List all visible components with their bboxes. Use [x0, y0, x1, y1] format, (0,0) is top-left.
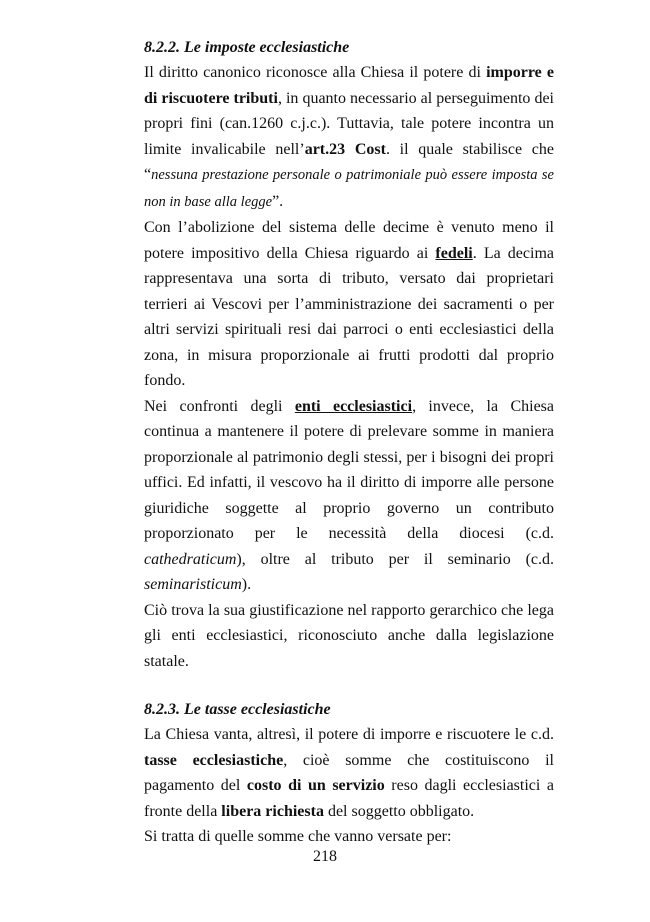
bold-term: imporre e di riscuotere tributi	[144, 64, 554, 107]
italic-quote: nessuna prestazione personale o patrimoniale può essere imposta se non in base alla legge	[144, 167, 554, 210]
page-number: 218	[313, 848, 337, 865]
bold-term: libera richiesta	[221, 802, 324, 820]
italic-term: cathedraticum	[144, 550, 237, 568]
paragraph	[144, 722, 554, 824]
text-run: Il diritto canonico riconosce alla Chiesa il potere di	[144, 64, 487, 81]
text-run: . La decima rappresentava una sorta di tributo, versato dai proprietari terrieri ai Vescovi per l’amministrazione dei sacramenti o per altri servizi spirituali resi dai parroci o enti ecclesiastici della zona, in misura proporzionale ai frutti prodotti dal proprio fondo.	[144, 244, 554, 389]
text-run: ).	[241, 576, 252, 593]
text-run: ”.	[272, 192, 284, 210]
text-run: reso dagli ecclesiastici a fronte della	[144, 777, 555, 820]
paragraph	[144, 60, 554, 215]
text-run: del soggetto obbligato.	[323, 802, 475, 820]
bold-term: costo di un servizio	[246, 777, 385, 794]
section-heading-tasse: 8.2.3. Le tasse ecclesiastiche	[144, 701, 331, 718]
text-run: Nei confronti degli	[144, 397, 295, 415]
paragraph: Si tratta di quelle somme che vanno versate per:	[144, 828, 452, 845]
paragraph	[144, 215, 554, 394]
text-run: La Chiesa vanta, altresì, il potere di imporre e riscuotere le c.d.	[144, 726, 554, 743]
bold-underlined-term: fedeli	[435, 244, 473, 262]
text-run: Con l’abolizione del sistema delle decime è venuto meno il potere impositivo della Chiesa riguardo ai	[144, 219, 554, 262]
bold-underlined-term: enti ecclesiastici	[294, 397, 413, 415]
text-run: , cioè somme che costituiscono il pagamento del	[144, 751, 554, 794]
bold-term: art.23 Cost	[304, 140, 386, 158]
italic-term: seminaristicum	[144, 576, 242, 593]
document-page	[144, 36, 554, 850]
text-run: , invece, la Chiesa continua a mantenere il potere di prelevare somme in maniera proporzionale al patrimonio degli stessi, per i bisogni dei propri uffici. Ed infatti, il vescovo ha il diritto di imporre alle persone giuridiche soggette al proprio governo un contributo proporzionato per le necessità della diocesi (c.d.	[144, 397, 555, 542]
section-heading-imposte: 8.2.2. Le imposte ecclesiastiche	[144, 39, 350, 56]
text-run: , in quanto necessario al perseguimento dei propri fini (can.1260 c.j.c.). Tuttavia, tale potere incontra un limite invalicabile nell’	[144, 89, 554, 158]
paragraph: Ciò trova la sua giustificazione nel rapporto gerarchico che lega gli enti ecclesiastici, riconosciuto anche dalla legislazione statale.	[144, 601, 554, 670]
section-gap	[144, 674, 554, 698]
text-run: . il quale stabilisce che “	[144, 140, 555, 183]
paragraph	[144, 394, 554, 598]
text-run: ), oltre al tributo per il seminario (c.d.	[236, 550, 554, 568]
bold-term: tasse ecclesiastiche	[144, 751, 284, 769]
